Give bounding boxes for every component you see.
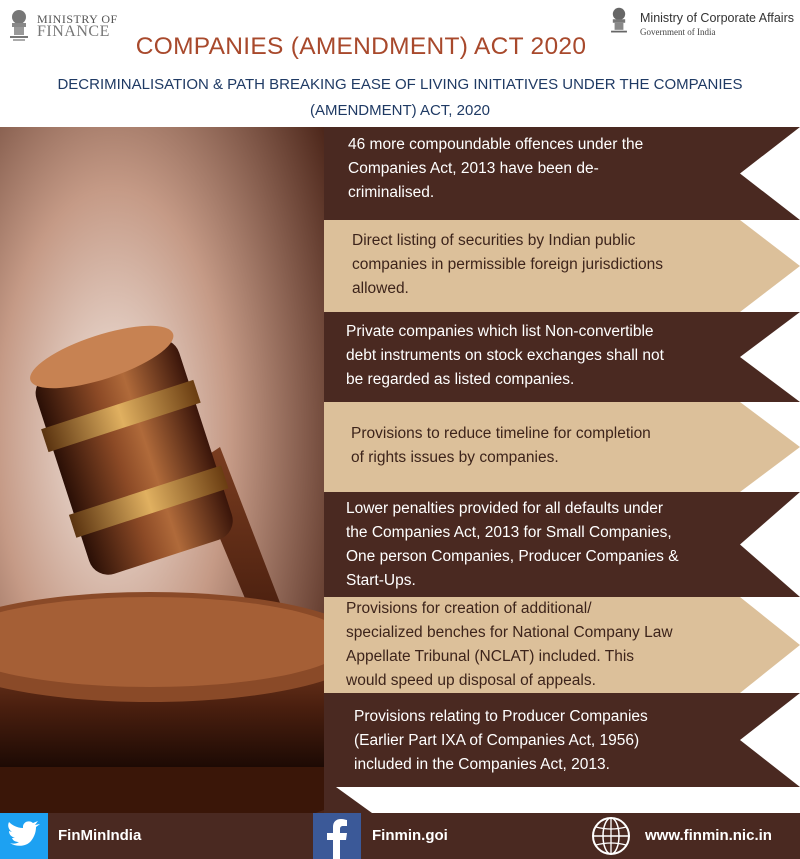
- point-banner: [324, 312, 800, 402]
- globe-icon: [589, 815, 633, 857]
- point-banner: [324, 220, 800, 312]
- twitter-bird-icon: [0, 813, 48, 859]
- twitter-handle[interactable]: FinMinIndia: [58, 827, 142, 844]
- point-text-line: One person Companies, Producer Companies &: [346, 548, 679, 565]
- point-banner: [324, 127, 800, 220]
- point-text-line: Appellate Tribunal (NCLAT) included. This: [346, 648, 635, 665]
- point-text-line: companies in permissible foreign jurisdictions: [352, 256, 663, 273]
- point-text-line: Direct listing of securities by Indian public: [352, 232, 636, 249]
- point-text-line: Provisions to reduce timeline for completion: [351, 425, 651, 442]
- bottom-notch: [324, 787, 800, 813]
- gavel-photo: [0, 127, 324, 813]
- point-banner: [324, 693, 800, 787]
- point-text-line: 46 more compoundable offences under the: [348, 136, 644, 153]
- point-text-line: be regarded as listed companies.: [346, 371, 575, 388]
- twitter-badge[interactable]: [0, 813, 48, 859]
- point-text-line: Companies Act, 2013 have been de-: [348, 160, 599, 177]
- header: [0, 0, 800, 127]
- point-banner: [324, 597, 800, 693]
- subtitle-line: DECRIMINALISATION & PATH BREAKING EASE OF LIVING INITIATIVES UNDER THE COMPANIES: [57, 76, 743, 93]
- mca-subtitle: Government of India: [640, 27, 716, 37]
- ministry-finance-top: MINISTRY OF: [37, 12, 118, 26]
- point-banner: [324, 492, 800, 597]
- point-text-line: (Earlier Part IXA of Companies Act, 1956): [354, 732, 640, 749]
- website-link[interactable]: www.finmin.nic.in: [645, 827, 772, 844]
- mca-name: Ministry of Corporate Affairs: [640, 11, 794, 25]
- ministry-finance-bottom: FINANCE: [37, 23, 110, 40]
- subtitle-line: (AMENDMENT) ACT, 2020: [309, 102, 491, 119]
- point-text-line: Provisions relating to Producer Companies: [354, 708, 648, 725]
- point-text-line: would speed up disposal of appeals.: [346, 672, 596, 689]
- point-text-line: criminalised.: [348, 184, 435, 201]
- gavel-image: [0, 127, 324, 813]
- point-text-line: debt instruments on stock exchanges shall not: [346, 347, 664, 364]
- facebook-f-icon: [313, 813, 361, 859]
- point-text-line: Lower penalties provided for all defaults under: [346, 500, 664, 517]
- point-text-line: the Companies Act, 2013 for Small Companies,: [346, 524, 672, 541]
- state-emblem-icon: [609, 6, 629, 36]
- point-text-line: Start-Ups.: [346, 572, 416, 589]
- point-text-line: included in the Companies Act, 2013.: [354, 756, 610, 773]
- footer: [0, 813, 800, 859]
- facebook-badge[interactable]: [313, 813, 361, 859]
- point-text-line: specialized benches for National Company Law: [346, 624, 673, 641]
- key-points-panel: [324, 127, 800, 813]
- facebook-handle[interactable]: Finmin.goi: [372, 827, 448, 844]
- point-text-line: of rights issues by companies.: [351, 449, 559, 466]
- point-text-line: Private companies which list Non-convertible: [346, 323, 654, 340]
- point-text-line: Provisions for creation of additional/: [346, 600, 592, 617]
- point-text-line: allowed.: [352, 280, 409, 297]
- page-title: COMPANIES (AMENDMENT) ACT 2020: [135, 33, 587, 60]
- point-banner: [324, 402, 800, 492]
- page-subtitle: [0, 72, 800, 124]
